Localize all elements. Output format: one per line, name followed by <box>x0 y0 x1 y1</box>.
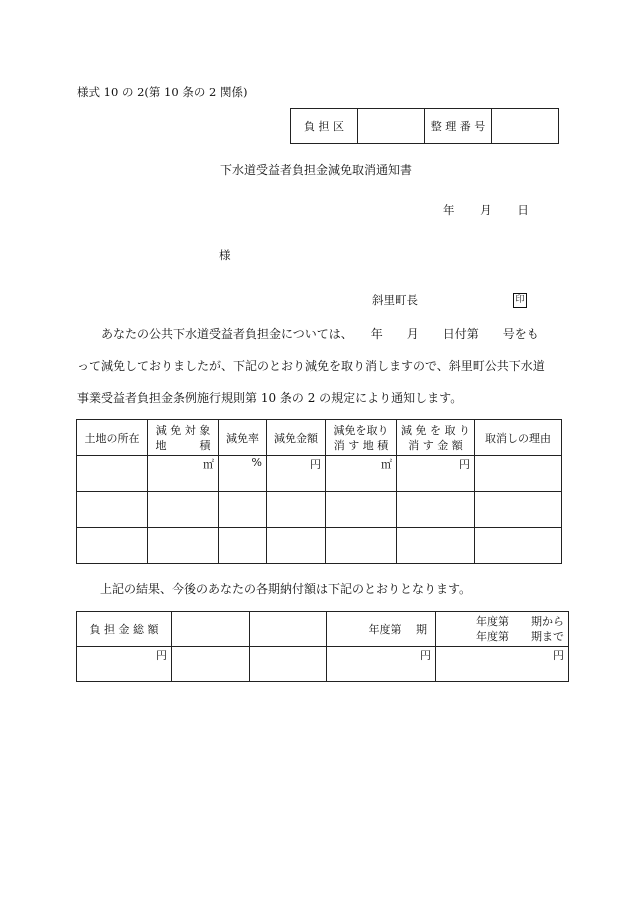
table-row <box>77 647 569 682</box>
period-from: 年度第 期から <box>476 615 564 628</box>
ref-number-value[interactable] <box>492 109 559 144</box>
cell-cancel-reason[interactable] <box>475 456 562 492</box>
blank-cell[interactable] <box>250 612 327 647</box>
period-range <box>436 612 569 647</box>
cell-range-yen[interactable]: 円 <box>436 647 569 682</box>
issuer-name: 斜里町長 <box>372 293 418 307</box>
cell-empty[interactable] <box>326 492 397 528</box>
cell-empty[interactable] <box>219 492 267 528</box>
seal-icon: 印 <box>513 293 527 308</box>
district-value[interactable] <box>358 109 425 144</box>
payment-table <box>76 611 569 682</box>
cell-empty[interactable] <box>475 528 562 564</box>
body-line-1: あなたの公共下水道受益者負担金については、 年 月 日付第 号をも <box>101 327 539 341</box>
col-exempt-rate: 減免率 <box>219 420 267 456</box>
total-value[interactable] <box>172 612 250 647</box>
date-day: 日 <box>517 203 529 217</box>
cell-period-yen[interactable]: 円 <box>327 647 436 682</box>
cell-empty[interactable] <box>250 647 327 682</box>
table-row <box>77 456 562 492</box>
date-year: 年 <box>443 203 455 217</box>
document-title: 下水道受益者負担金減免取消通知書 <box>220 163 413 177</box>
addressee-suffix: 様 <box>219 248 231 262</box>
cell-empty[interactable] <box>397 528 475 564</box>
cell-empty[interactable] <box>326 528 397 564</box>
ref-number-label: 整 理 番 号 <box>425 109 492 144</box>
table-row <box>77 492 562 528</box>
col-land-location: 土地の所在 <box>77 420 148 456</box>
cell-exempt-area[interactable]: ㎡ <box>148 456 219 492</box>
date-month: 月 <box>480 203 492 217</box>
cell-exempt-rate[interactable]: % <box>219 456 267 492</box>
seal-mark <box>513 291 527 308</box>
cell-empty[interactable] <box>77 528 148 564</box>
body-line-2: って減免しておりましたが、下記のとおり減免を取り消しますので、斜里町公共下水道 <box>77 359 545 373</box>
cell-empty[interactable] <box>77 492 148 528</box>
cell-empty[interactable] <box>397 492 475 528</box>
cancellation-table <box>76 419 562 564</box>
cell-empty[interactable] <box>267 528 326 564</box>
total-label: 負 担 金 総 額 <box>77 612 172 647</box>
cell-empty[interactable] <box>267 492 326 528</box>
result-text: 上記の結果、今後のあなたの各期納付額は下記のとおりとなります。 <box>100 582 472 596</box>
body-text <box>77 322 557 410</box>
body-line-3: 事業受益者負担金条例施行規則第 10 条の 2 の規定により通知します。 <box>77 391 463 405</box>
cell-land-location[interactable] <box>77 456 148 492</box>
cell-empty[interactable] <box>475 492 562 528</box>
period-label: 年度第 期 <box>327 612 436 647</box>
cell-cancel-area[interactable]: ㎡ <box>326 456 397 492</box>
col-cancel-area: 減免を取り 消 す 地 積 <box>326 420 397 456</box>
cell-total-yen[interactable]: 円 <box>77 647 172 682</box>
form-label: 様式 10 の 2(第 10 条の 2 関係) <box>77 85 248 99</box>
table-row <box>77 528 562 564</box>
header-box <box>290 108 559 144</box>
cell-exempt-amount[interactable]: 円 <box>267 456 326 492</box>
col-exempt-amount: 減免金額 <box>267 420 326 456</box>
col-cancel-reason: 取消しの理由 <box>475 420 562 456</box>
cell-cancel-amount[interactable]: 円 <box>397 456 475 492</box>
cell-empty[interactable] <box>148 492 219 528</box>
cell-empty[interactable] <box>148 528 219 564</box>
date-line <box>443 202 529 218</box>
district-label: 負 担 区 <box>291 109 358 144</box>
col-exempt-area: 減 免 対 象 地 積 <box>148 420 219 456</box>
col-cancel-amount: 減 免 を 取 り 消 す 金 額 <box>397 420 475 456</box>
cell-empty[interactable] <box>172 647 250 682</box>
cell-empty[interactable] <box>219 528 267 564</box>
period-to: 年度第 期まで <box>476 630 564 643</box>
